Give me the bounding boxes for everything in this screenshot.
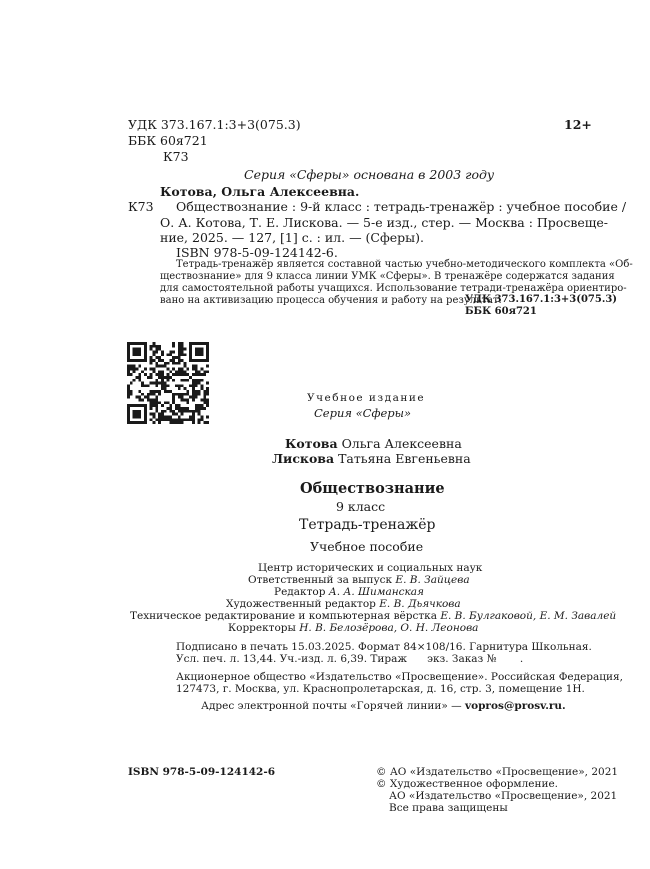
- hotline-label: Адрес электронной почты «Горячей линии» —: [201, 700, 462, 712]
- proofreaders-label: Корректоры: [228, 622, 296, 634]
- publisher-line: Акционерное общество «Издательство «Просвещение». Российская Федерация,: [176, 671, 623, 683]
- print-signed: Подписано в печать 15.03.2025. Формат 84×108/16. Гарнитура Школьная.: [176, 641, 592, 653]
- series-note: Серия «Сферы» основана в 2003 году: [244, 167, 495, 182]
- footer-isbn: ISBN 978-5-09-124142-6: [128, 766, 276, 778]
- author-2-name: Татьяна Евгеньевна: [338, 451, 471, 466]
- proofreaders-names: Н. В. Белозёрова, О. Н. Леонова: [299, 622, 479, 634]
- publisher-line: 127473, г. Москва, ул. Краснопролетарская, д. 16, стр. 3, помещение 1Н.: [176, 683, 585, 695]
- copyright-line: © Художественное оформление.: [376, 778, 559, 790]
- annotation-line: ществознание» для 9 класса линии УМК «Сферы». В тренажёре содержатся задания: [160, 271, 615, 282]
- udk-bottom: УДК 373.167.1:3+3(075.3): [465, 294, 618, 305]
- bbk-bottom: ББК 60я721: [465, 306, 537, 317]
- subtitle: Тетрадь-тренажёр: [299, 517, 436, 533]
- annotation-line: вано на активизацию процесса обучения и работу на результат.: [160, 295, 502, 306]
- tech-editor-name: Е. В. Булгаковой, Е. М. Завалей: [440, 610, 617, 622]
- tech-editor-label: Техническое редактирование и компьютерная вёрстка: [130, 610, 437, 622]
- udk-code: УДК 373.167.1:3+3(075.3): [128, 117, 301, 132]
- editor: [274, 586, 424, 599]
- catalog-line: Обществознание : 9-й класс : тетрадь-тренажёр : учебное пособие /: [176, 199, 627, 214]
- annotation-line: Тетрадь-тренажёр является составной частью учебно-методического комплекта «Об-: [176, 259, 633, 270]
- hotline: [201, 700, 566, 713]
- author-1: [285, 436, 462, 451]
- annotation-line: для самостоятельной работы учащихся. Использование тетради-тренажёра ориентиро-: [160, 283, 627, 294]
- book-title: Обществознание: [300, 480, 445, 497]
- qr-code: [127, 342, 209, 424]
- bbk-code: ББК 60я721: [128, 133, 208, 148]
- catalog-line: ние, 2025. — 127, [1] с. : ил. — (Сферы).: [160, 230, 424, 245]
- copyright-line: © АО «Издательство «Просвещение», 2021: [376, 766, 619, 778]
- editor-label: Редактор: [274, 586, 326, 598]
- art-editor-name: Е. В. Дьячкова: [379, 598, 461, 610]
- grade: 9 класс: [336, 499, 386, 514]
- catalog-isbn: ISBN 978-5-09-124142-6.: [176, 245, 338, 260]
- copyright-line: АО «Издательство «Просвещение», 2021: [389, 790, 618, 802]
- author-2-surname: Лискова: [272, 451, 335, 466]
- catalog-line: О. А. Котова, Т. Е. Лискова. — 5-е изд., стер. — Москва : Просвеще-: [160, 215, 608, 230]
- art-editor-label: Художественный редактор: [226, 598, 376, 610]
- center-name: Центр исторических и социальных наук: [258, 562, 483, 574]
- series-name: Серия «Сферы»: [314, 406, 412, 420]
- hotline-email[interactable]: vopros@prosv.ru.: [464, 700, 566, 712]
- print-sheets: Усл. печ. л. 13,44. Уч.-изд. л. 6,39. Тираж экз. Заказ № .: [176, 653, 524, 665]
- book-type: Учебное пособие: [310, 539, 424, 554]
- responsible-name: Е. В. Зайцева: [395, 574, 470, 586]
- author-mark: К73: [163, 149, 189, 164]
- rights-reserved: Все права защищены: [389, 802, 508, 814]
- editor-name: А. А. Шиманская: [328, 586, 425, 598]
- responsible-editor: [248, 574, 470, 587]
- author-2: [272, 451, 471, 466]
- author-1-name: Ольга Алексеевна: [341, 436, 462, 451]
- proofreaders: [228, 622, 478, 635]
- author-1-surname: Котова: [285, 436, 338, 451]
- catalog-author: Котова, Ольга Алексеевна.: [160, 184, 360, 199]
- age-rating: 12+: [564, 117, 592, 132]
- catalog-code: К73: [128, 199, 154, 214]
- edition-type: Учебное издание: [307, 392, 426, 404]
- art-editor: [226, 598, 461, 611]
- tech-editor: [130, 610, 616, 623]
- responsible-label: Ответственный за выпуск: [248, 574, 393, 586]
